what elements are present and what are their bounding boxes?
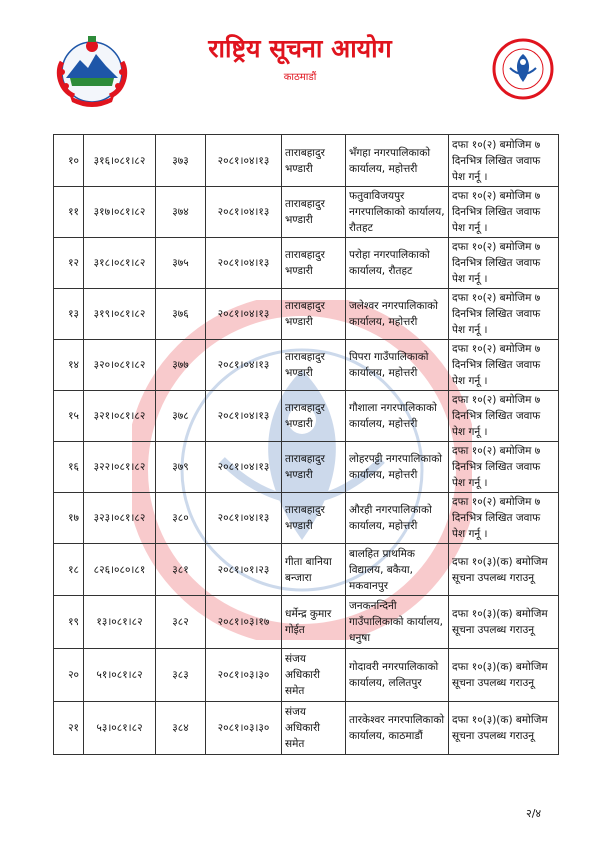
applicant-name-cell: ताराबहादुर भण्डारी [282, 493, 346, 544]
office-cell: फतुवाविजयपुर नगरपालिकाको कार्यालय, रौतहट [346, 187, 449, 238]
document-header [0, 0, 595, 120]
table-row [54, 391, 559, 442]
office-cell: जनकनन्दिनी गाउँपालिकाको कार्यालय, धनुषा [346, 596, 449, 649]
registration-number-cell: ३२२।०८१।८२ [84, 442, 156, 493]
decision-date-cell: २०८१।०४।१३ [206, 135, 282, 187]
decision-cell: दफा १०(२) बमोजिम ७ दिनभित्र लिखित जवाफ पेश गर्नू । [449, 187, 559, 238]
serial-number-cell: १९ [54, 596, 84, 649]
nepal-government-emblem-icon [52, 32, 132, 108]
table-row [54, 596, 559, 649]
decision-cell: दफा १०(२) बमोजिम ७ दिनभित्र लिखित जवाफ पेश गर्नू । [449, 442, 559, 493]
serial-number-cell: ११ [54, 187, 84, 238]
decision-number-cell: ३८१ [156, 544, 206, 596]
office-cell: भँगहा नगरपालिकाको कार्यालय, महोत्तरी [346, 135, 449, 187]
decision-number-cell: ३८२ [156, 596, 206, 649]
office-cell: पिपरा गाउँपालिकाको कार्यालय, महोत्तरी [346, 340, 449, 391]
table-row [54, 289, 559, 340]
registration-number-cell: ३१९।०८१।८२ [84, 289, 156, 340]
applicant-name-cell: धर्मेन्द्र कुमार गोईत [282, 596, 346, 649]
decision-cell: दफा १०(२) बमोजिम ७ दिनभित्र लिखित जवाफ पेश गर्नू । [449, 238, 559, 289]
decision-number-cell: ३७७ [156, 340, 206, 391]
page-title: राष्ट्रिय सूचना आयोग [208, 34, 392, 63]
decision-date-cell: २०८१।०३।१७ [206, 596, 282, 649]
decision-cell: दफा १०(२) बमोजिम ७ दिनभित्र लिखित जवाफ पेश गर्नू । [449, 493, 559, 544]
applicant-name-cell: ताराबहादुर भण्डारी [282, 135, 346, 187]
decision-date-cell: २०८१।०४।१३ [206, 187, 282, 238]
decision-number-cell: ३७४ [156, 187, 206, 238]
decision-date-cell: २०८१।०४।१३ [206, 391, 282, 442]
decision-cell: दफा १०(३)(क) बमोजिम सूचना उपलब्ध गराउनू [449, 649, 559, 702]
decision-number-cell: ३८३ [156, 649, 206, 702]
applicant-name-cell: ताराबहादुर भण्डारी [282, 289, 346, 340]
office-cell: बालहित प्राथमिक विद्यालय, बकैया, मकवानपुर [346, 544, 449, 596]
decision-date-cell: २०८१।०३।३० [206, 649, 282, 702]
serial-number-cell: २१ [54, 702, 84, 755]
decision-cell: दफा १०(२) बमोजिम ७ दिनभित्र लिखित जवाफ पेश गर्नू । [449, 391, 559, 442]
decision-date-cell: २०८१।०४।१३ [206, 340, 282, 391]
registration-number-cell: ५३।०८१।८२ [84, 702, 156, 755]
decision-cell: दफा १०(२) बमोजिम ७ दिनभित्र लिखित जवाफ पेश गर्नू । [449, 340, 559, 391]
registration-number-cell: ३१८।०८१।८२ [84, 238, 156, 289]
decision-cell: दफा १०(३)(क) बमोजिम सूचना उपलब्ध गराउनू [449, 596, 559, 649]
office-cell: गौशाला नगरपालिकाको कार्यालय, महोत्तरी [346, 391, 449, 442]
decision-number-cell: ३८४ [156, 702, 206, 755]
decision-number-cell: ३८० [156, 493, 206, 544]
serial-number-cell: १३ [54, 289, 84, 340]
registration-number-cell: ३२०।०८१।८२ [84, 340, 156, 391]
registration-number-cell: ८२६।०८०।८१ [84, 544, 156, 596]
table-row [54, 340, 559, 391]
registration-number-cell: ३१६।०८१।८२ [84, 135, 156, 187]
serial-number-cell: १५ [54, 391, 84, 442]
page-number: २/४ [526, 807, 542, 820]
decision-cell: दफा १०(३)(क) बमोजिम सूचना उपलब्ध गराउनू [449, 544, 559, 596]
decision-date-cell: २०८१।०४।१३ [206, 238, 282, 289]
serial-number-cell: १० [54, 135, 84, 187]
registration-number-cell: ३२३।०८१।८२ [84, 493, 156, 544]
decision-date-cell: २०८१।०४।१३ [206, 289, 282, 340]
table-row [54, 702, 559, 755]
serial-number-cell: १६ [54, 442, 84, 493]
applicant-name-cell: ताराबहादुर भण्डारी [282, 391, 346, 442]
applicant-name-cell: गीता बानिया बन्जारा [282, 544, 346, 596]
table-row [54, 187, 559, 238]
decision-number-cell: ३७५ [156, 238, 206, 289]
office-cell: औरही नगरपालिकाको कार्यालय, महोत्तरी [346, 493, 449, 544]
office-cell: जलेश्वर नगरपालिकाको कार्यालय, महोत्तरी [346, 289, 449, 340]
applicant-name-cell: संजय अधिकारी समेत [282, 649, 346, 702]
decision-date-cell: २०८१।०३।३० [206, 702, 282, 755]
registration-number-cell: ५१।०८१।८२ [84, 649, 156, 702]
registration-number-cell: ३२१।०८१।८२ [84, 391, 156, 442]
serial-number-cell: १७ [54, 493, 84, 544]
table-row [54, 493, 559, 544]
decision-number-cell: ३७३ [156, 135, 206, 187]
decision-number-cell: ३७८ [156, 391, 206, 442]
office-cell: तारकेश्वर नगरपालिकाको कार्यालय, काठमाडौं [346, 702, 449, 755]
page-subtitle: काठमाडौं [283, 72, 317, 83]
applicant-name-cell: संजय अधिकारी समेत [282, 702, 346, 755]
office-cell: गोदावरी नगरपालिकाको कार्यालय, ललितपुर [346, 649, 449, 702]
decision-cell: दफा १०(३)(क) बमोजिम सूचना उपलब्ध गराउनू [449, 702, 559, 755]
office-cell: लोहरपट्टी नगरपालिकाको कार्यालय, महोत्तरी [346, 442, 449, 493]
serial-number-cell: २० [54, 649, 84, 702]
decision-table [53, 134, 559, 755]
decision-date-cell: २०८१।०४।१३ [206, 493, 282, 544]
decision-cell: दफा १०(२) बमोजिम ७ दिनभित्र लिखित जवाफ पेश गर्नू । [449, 289, 559, 340]
table-row [54, 238, 559, 289]
applicant-name-cell: ताराबहादुर भण्डारी [282, 340, 346, 391]
applicant-name-cell: ताराबहादुर भण्डारी [282, 187, 346, 238]
table-row [54, 442, 559, 493]
decision-date-cell: २०८१।०४।१३ [206, 442, 282, 493]
decision-cell: दफा १०(२) बमोजिम ७ दिनभित्र लिखित जवाफ पेश गर्नू । [449, 135, 559, 187]
registration-number-cell: १३।०८१।८२ [84, 596, 156, 649]
table-row [54, 135, 559, 187]
decision-number-cell: ३७६ [156, 289, 206, 340]
nic-seal-icon [492, 38, 554, 100]
applicant-name-cell: ताराबहादुर भण्डारी [282, 238, 346, 289]
office-cell: परोहा नगरपालिकाको कार्यालय, रौतहट [346, 238, 449, 289]
decision-date-cell: २०८१।०१।२३ [206, 544, 282, 596]
applicant-name-cell: ताराबहादुर भण्डारी [282, 442, 346, 493]
table-row [54, 544, 559, 596]
registration-number-cell: ३१७।०८१।८२ [84, 187, 156, 238]
serial-number-cell: १२ [54, 238, 84, 289]
serial-number-cell: १८ [54, 544, 84, 596]
serial-number-cell: १४ [54, 340, 84, 391]
decision-number-cell: ३७९ [156, 442, 206, 493]
table-row [54, 649, 559, 702]
